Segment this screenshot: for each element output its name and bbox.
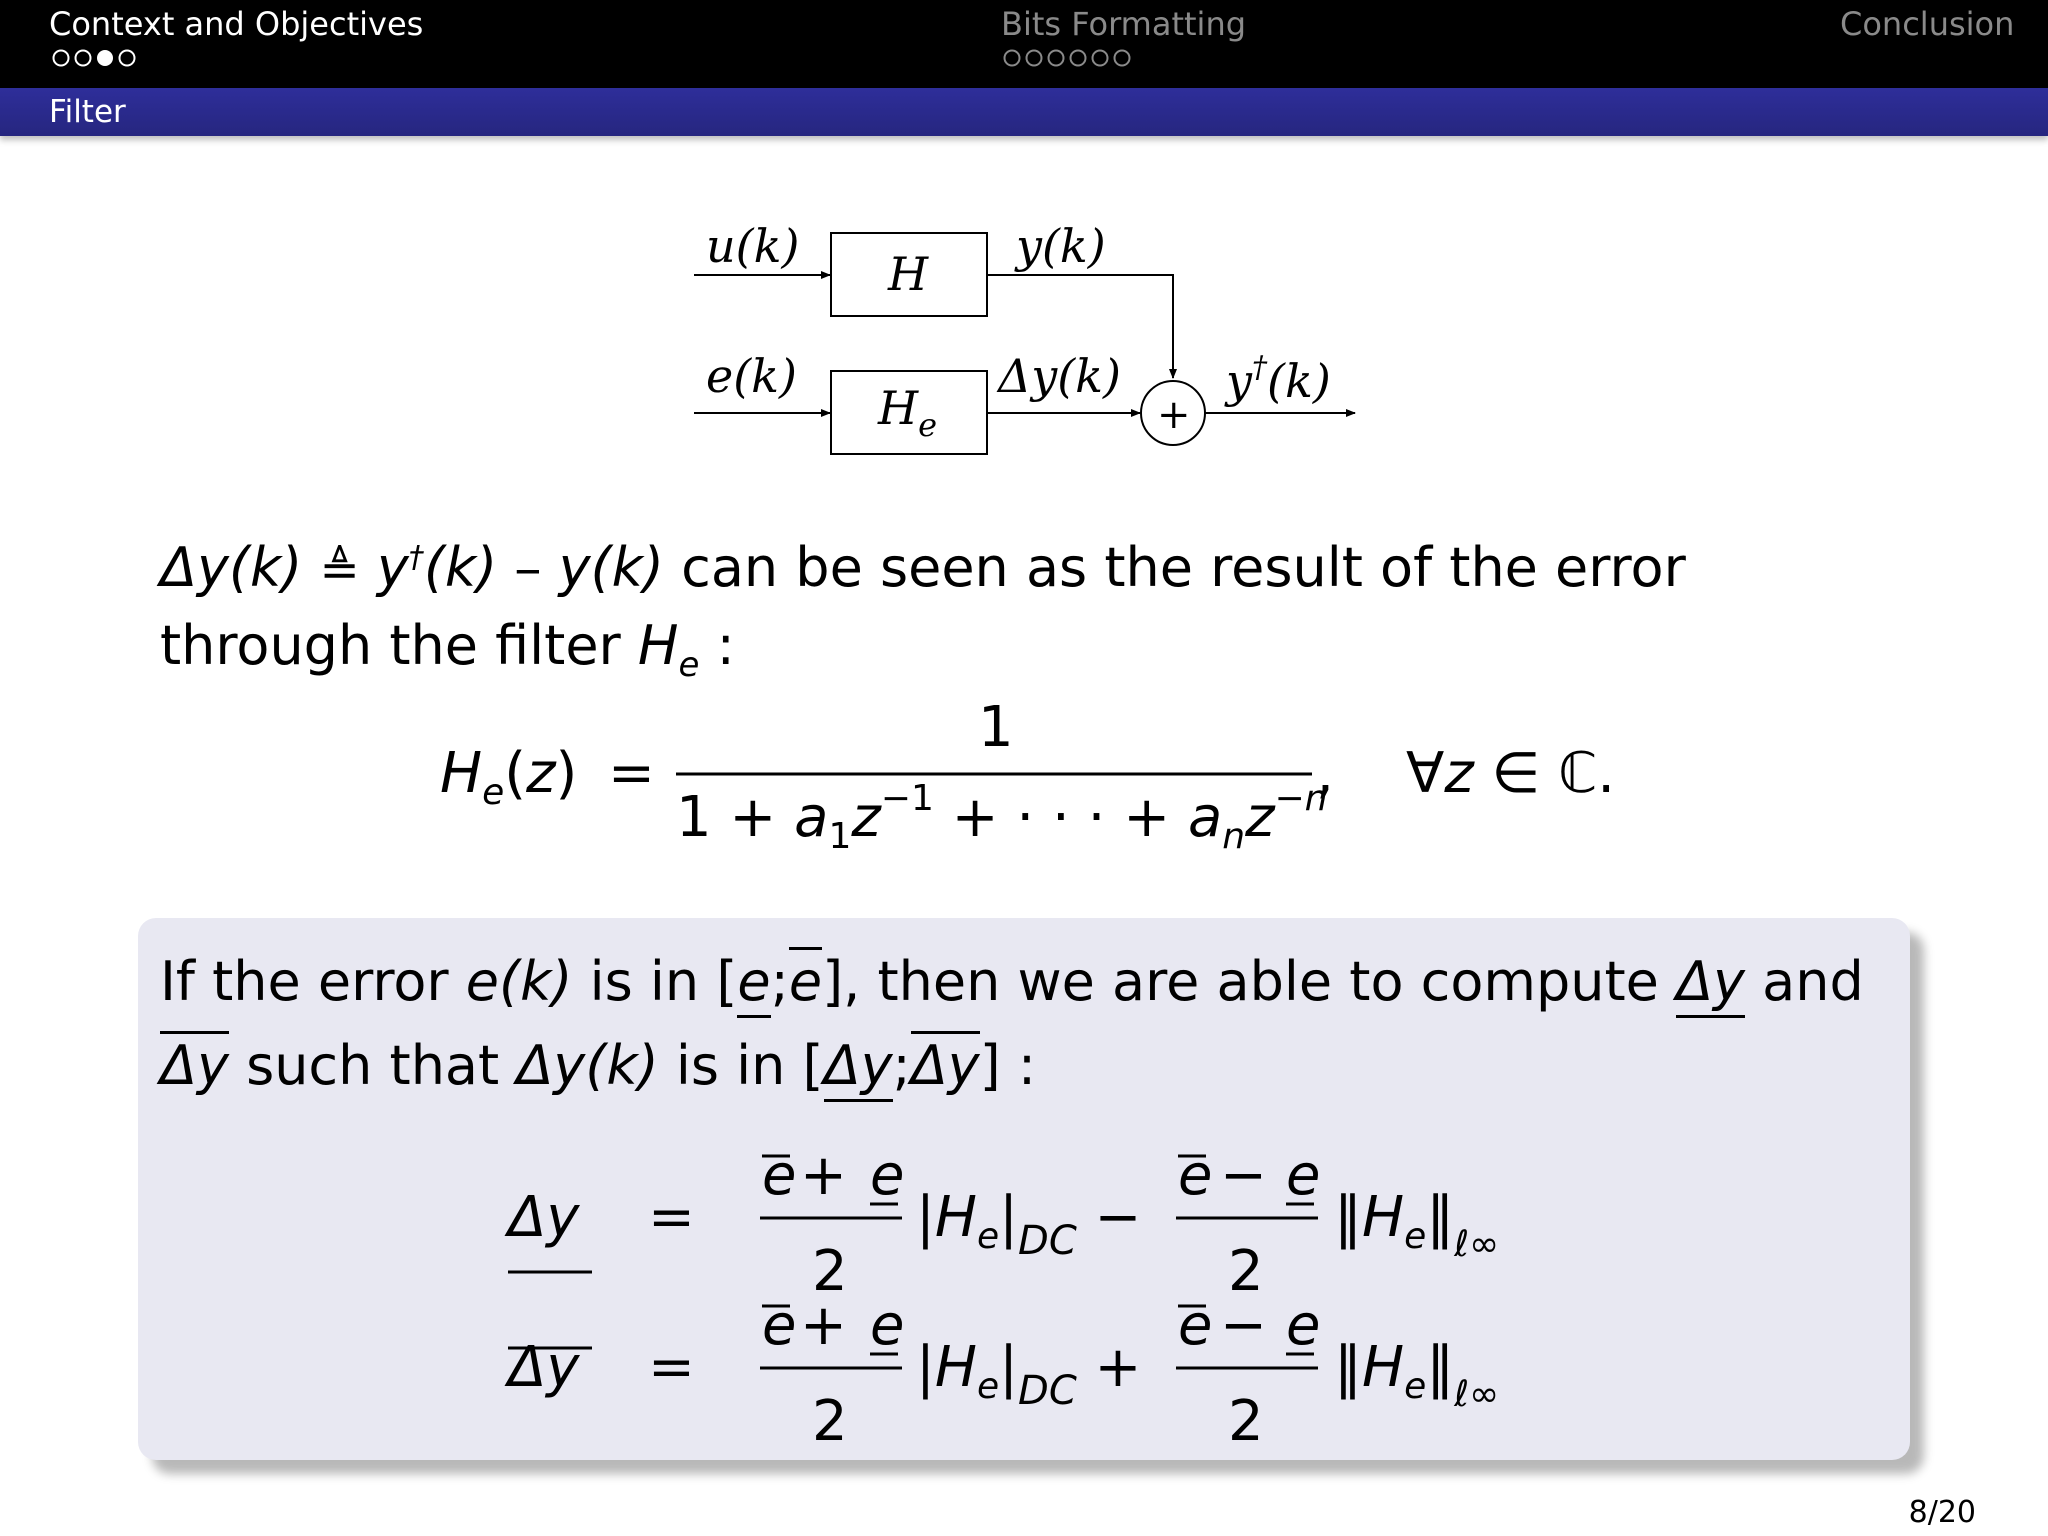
svg-text:e: e — [870, 1293, 905, 1358]
svg-text:e: e — [870, 1143, 905, 1208]
result-block-text — [160, 940, 1900, 1108]
label-ydagger: y†(k) — [1226, 350, 1331, 408]
svg-text:∀z ∈ ℂ.: ∀z ∈ ℂ. — [1406, 741, 1616, 806]
svg-text:e: e — [762, 1143, 797, 1208]
svg-text:He(z): $H_e(z)$ — [440, 741, 578, 813]
paragraph-text-2: through the filter — [160, 614, 621, 677]
block-line-2: Δy such that Δy(k) is in [Δy;Δy] : — [160, 1024, 1900, 1108]
svg-text:e: e — [1286, 1143, 1321, 1208]
svg-text:+: + — [800, 1143, 847, 1208]
svg-text:‖He‖ℓ∞: $‖H_e‖_{\ell\infty}$ — [1334, 1185, 1500, 1265]
svg-text:2: 2 — [1228, 1389, 1264, 1454]
svg-text:2: 2 — [812, 1239, 848, 1304]
label-u: u(k) — [706, 219, 800, 273]
svg-text:2: 2 — [812, 1389, 848, 1454]
svg-text:1: 1 — [978, 695, 1014, 760]
block-diagram — [0, 0, 2048, 520]
label-dy: Δy(k) — [998, 349, 1121, 403]
label-h: H — [888, 247, 929, 301]
svg-text:2: 2 — [1228, 1239, 1264, 1304]
paragraph-line-1: Δy(k) ≜ y†(k) – y(k) can be seen as the result of the error — [160, 536, 1686, 599]
svg-text:+: + — [800, 1293, 847, 1358]
transfer-function-equation — [0, 680, 2048, 880]
svg-text:Δy: Δy — [508, 1185, 580, 1250]
paragraph-text-1: can be seen as the result of the error — [681, 536, 1686, 599]
svg-text:e: e — [1178, 1143, 1213, 1208]
svg-text:=: = — [648, 1185, 695, 1250]
paragraph-line-2: through the filter $H_e$ : — [160, 614, 735, 685]
svg-text:e: e — [1178, 1293, 1213, 1358]
svg-text:e: e — [1286, 1293, 1321, 1358]
nav-section-context[interactable]: Context and Objectives — [49, 5, 424, 43]
svg-text:|He|DC +: $|H_e|_{DC}$ + — [916, 1335, 1142, 1414]
block-line-1: If the error e(k) is in [e;e], then we are able to compute Δy and — [160, 940, 1900, 1024]
description-paragraph — [160, 520, 1800, 703]
page-number: 8/20 — [1908, 1495, 1976, 1530]
svg-text:1 + a1z−1 + · · · + anz−n: $1 + a_1z^{-1}$ + · · · + $a_nz^{-n}$ — [676, 778, 1328, 857]
svg-text:|He|DC −: $|H_e|_{DC}$ − — [916, 1185, 1142, 1264]
svg-text:‖He‖ℓ∞: $‖H_e‖_{\ell\infty}$ — [1334, 1335, 1500, 1415]
nav-section-bits[interactable]: Bits Formatting — [1001, 5, 1247, 43]
svg-text:e: e — [762, 1293, 797, 1358]
svg-text:,: , — [1316, 741, 1334, 806]
nav-section-conclusion[interactable]: Conclusion — [1840, 5, 2015, 43]
label-y: y(k) — [1016, 219, 1106, 273]
svg-text:=: = — [608, 741, 655, 806]
svg-text:Δy: Δy — [508, 1335, 580, 1400]
label-he: $H_e$ — [878, 381, 938, 444]
label-sum: + — [1157, 392, 1191, 438]
label-e: e(k) — [706, 349, 797, 403]
svg-text:−: − — [1220, 1143, 1267, 1208]
svg-text:−: − — [1220, 1293, 1267, 1358]
subsection-title: Filter — [49, 94, 126, 130]
svg-text:=: = — [648, 1335, 695, 1400]
bounds-equations — [0, 1140, 2048, 1470]
